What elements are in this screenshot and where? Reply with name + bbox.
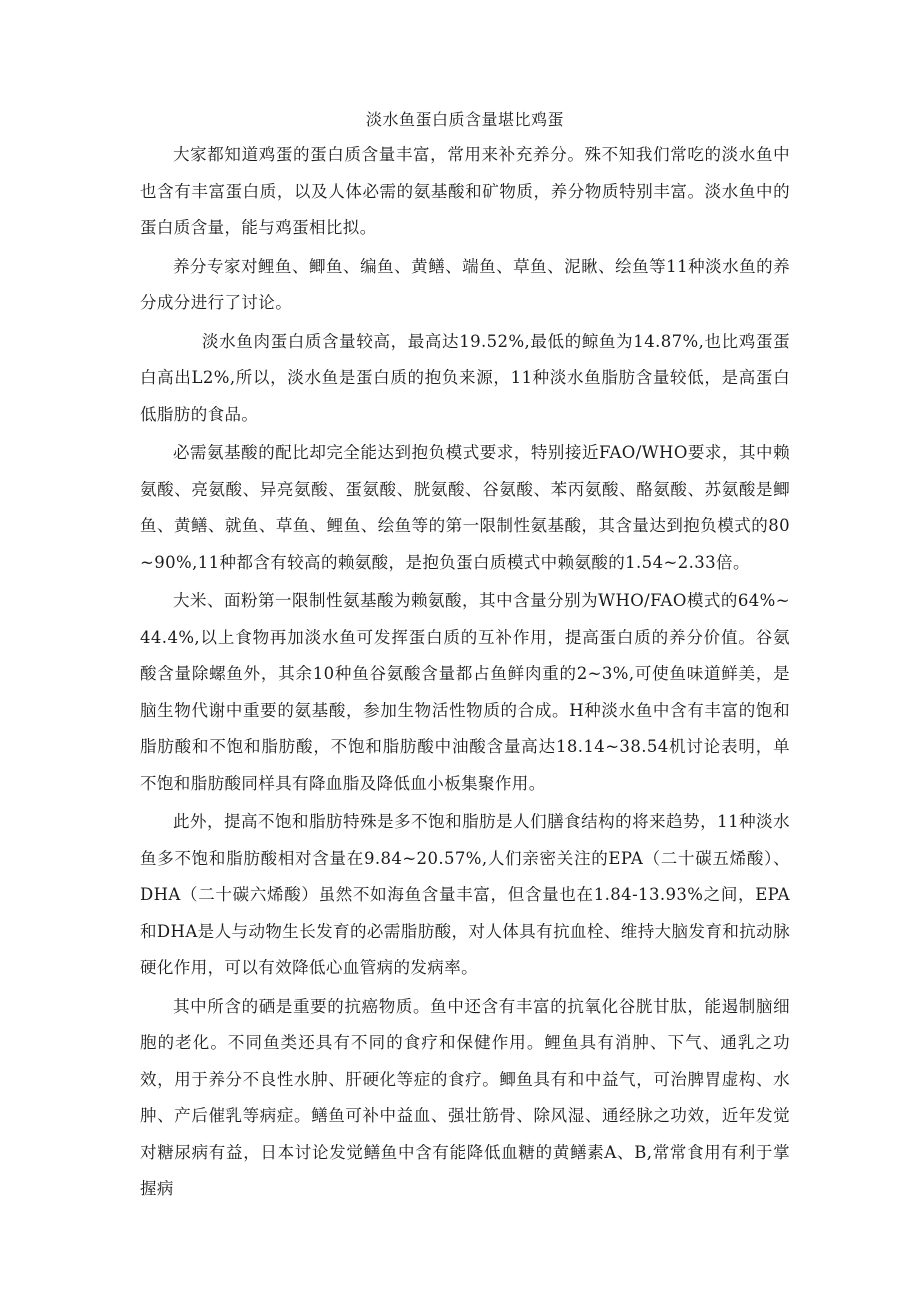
- paragraph-6: 此外，提高不饱和脂肪特殊是多不饱和脂肪是人们膳食结构的将来趋势，11种淡水鱼多不饱和脂肪酸相对含量在9.84~20.57%,人们亲密关注的EPA（二十碳五烯酸）、DHA（二十碳六烯酸）虽然不如海鱼含量丰富，但含量也在1.84-13.93%之间，EPA和DHA是人与动物生长发育的必需脂肪酸，对人体具有抗血栓、维持大脑发育和抗动脉硬化作用，可以有效降低心血管病的发病率。: [140, 812, 790, 977]
- paragraph-2: 养分专家对鲤鱼、鲫鱼、编鱼、黄鳝、端鱼、草鱼、泥瞅、绘鱼等11种淡水鱼的养分成分进行了讨论。: [140, 256, 790, 312]
- paragraph-7: 其中所含的硒是重要的抗癌物质。鱼中还含有丰富的抗氧化谷胱甘肽，能遏制脑细胞的老化。不同鱼类还具有不同的食疗和保健作用。鲤鱼具有消肿、下气、通乳之功效，用于养分不良性水肿、肝硬化等症的食疗。鲫鱼具有和中益气，可治脾胃虚构、水肿、产后催乳等病症。鳝鱼可补中益血、强壮筋骨、除风湿、通经脉之功效，近年发觉对糖尿病有益，日本讨论发觉鳝鱼中含有能降低血糖的黄鳝素A、B,常常食用有利于掌握病: [140, 996, 790, 1198]
- paragraph-4: 必需氨基酸的配比却完全能达到抱负模式要求，特别接近FAO/WHO要求，其中赖氨酸、亮氨酸、异亮氨酸、蛋氨酸、胱氨酸、谷氨酸、苯丙氨酸、酪氨酸、苏氨酸是鲫鱼、黄鳝、就鱼、草鱼、鲤鱼、绘鱼等的第一限制性氨基酸，其含量达到抱负模式的80~90%,11种都含有较高的赖氨酸，是抱负蛋白质模式中赖氨酸的1.54~2.33倍。: [140, 443, 790, 572]
- document-page: [140, 105, 790, 1210]
- paragraph-1: 大家都知道鸡蛋的蛋白质含量丰富，常用来补充养分。殊不知我们常吃的淡水鱼中也含有丰富蛋白质，以及人体必需的氨基酸和矿物质，养分物质特别丰富。淡水鱼中的蛋白质含量，能与鸡蛋相比拟。: [140, 145, 790, 237]
- paragraph-5: 大米、面粉第一限制性氨基酸为赖氨酸，其中含量分别为WHO/FAO模式的64%~44.4%,以上食物再加淡水鱼可发挥蛋白质的互补作用，提高蛋白质的养分价值。谷氨酸含量除螺鱼外，其余10种鱼谷氨酸含量都占鱼鲜肉重的2~3%,可使鱼味道鲜美，是脑生物代谢中重要的氨基酸，参加生物活性物质的合成。H种淡水鱼中含有丰富的饱和脂肪酸和不饱和脂肪酸，不饱和脂肪酸中油酸含量高达18.14~38.54机讨论表明，单不饱和脂肪酸同样具有降血脂及降低血小板集聚作用。: [140, 591, 790, 793]
- document-title: 淡水鱼蛋白质含量堪比鸡蛋: [365, 110, 564, 129]
- paragraph-3: 淡水鱼肉蛋白质含量较高，最高达19.52%,最低的鲸鱼为14.87%,也比鸡蛋蛋白高出L2%,所以，淡水鱼是蛋白质的抱负来源，11种淡水鱼脂肪含量较低，是高蛋白低脂肪的食品。: [140, 331, 790, 424]
